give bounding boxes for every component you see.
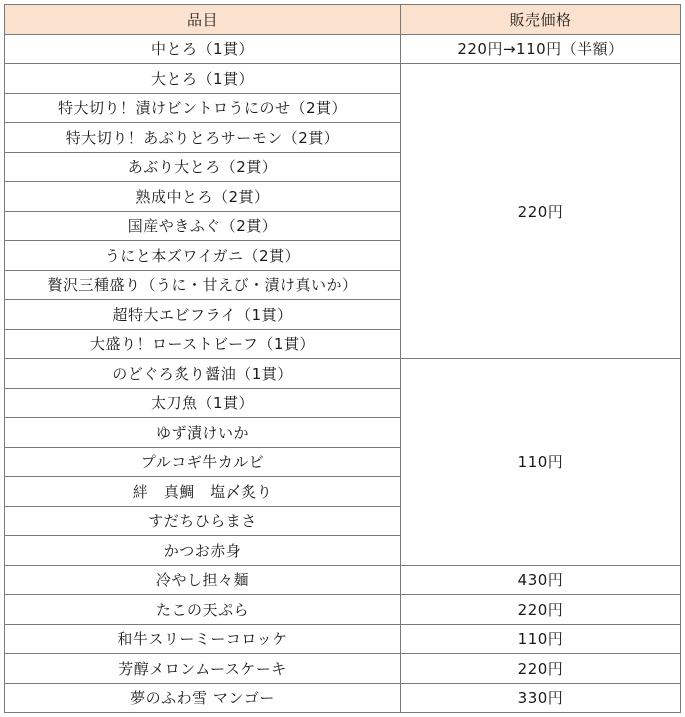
item-cell: 大とろ（1貫） (5, 64, 401, 94)
item-cell: 太刀魚（1貫） (5, 388, 401, 418)
item-cell: うにと本ズワイガニ（2貫） (5, 241, 401, 271)
price-cell: 220円 (401, 64, 681, 359)
price-cell: 330円 (401, 683, 681, 713)
item-cell: 贅沢三種盛り（うに・甘えび・漬け真いか） (5, 270, 401, 300)
table-row (5, 34, 681, 64)
item-cell: 和牛スリーミーコロッケ (5, 624, 401, 654)
item-cell: 芳醇メロンムースケーキ (5, 654, 401, 684)
price-cell: 220円→110円（半額） (401, 34, 681, 64)
table-row (5, 683, 681, 713)
price-cell: 430円 (401, 565, 681, 595)
table-header-row (5, 5, 681, 35)
item-cell: すだちひらまさ (5, 506, 401, 536)
item-cell: ゆず漬けいか (5, 418, 401, 448)
table-row (5, 624, 681, 654)
item-cell: 特大切り！あぶりとろサーモン（2貫） (5, 123, 401, 153)
item-cell: 絆 真鯛 塩〆炙り (5, 477, 401, 507)
item-cell: のどぐろ炙り醤油（1貫） (5, 359, 401, 389)
item-cell: 夢のふわ雪 マンゴー (5, 683, 401, 713)
table-row (5, 565, 681, 595)
table-row (5, 654, 681, 684)
item-cell: 超特大エビフライ（1貫） (5, 300, 401, 330)
item-cell: たこの天ぷら (5, 595, 401, 625)
item-cell: かつお赤身 (5, 536, 401, 566)
item-cell: 中とろ（1貫） (5, 34, 401, 64)
header-item: 品目 (5, 5, 401, 35)
price-table (4, 4, 681, 713)
header-price: 販売価格 (401, 5, 681, 35)
table-row (5, 595, 681, 625)
price-table-container (4, 4, 681, 713)
item-cell: 大盛り！ローストビーフ（1貫） (5, 329, 401, 359)
price-cell: 220円 (401, 654, 681, 684)
table-row (5, 64, 681, 94)
item-cell: 冷やし担々麺 (5, 565, 401, 595)
item-cell: 熟成中とろ（2貫） (5, 182, 401, 212)
price-cell: 110円 (401, 359, 681, 566)
item-cell: 特大切り！漬けビントロうにのせ（2貫） (5, 93, 401, 123)
item-cell: あぶり大とろ（2貫） (5, 152, 401, 182)
item-cell: 国産やきふぐ（2貫） (5, 211, 401, 241)
price-cell: 110円 (401, 624, 681, 654)
table-row (5, 359, 681, 389)
item-cell: プルコギ牛カルビ (5, 447, 401, 477)
price-cell: 220円 (401, 595, 681, 625)
